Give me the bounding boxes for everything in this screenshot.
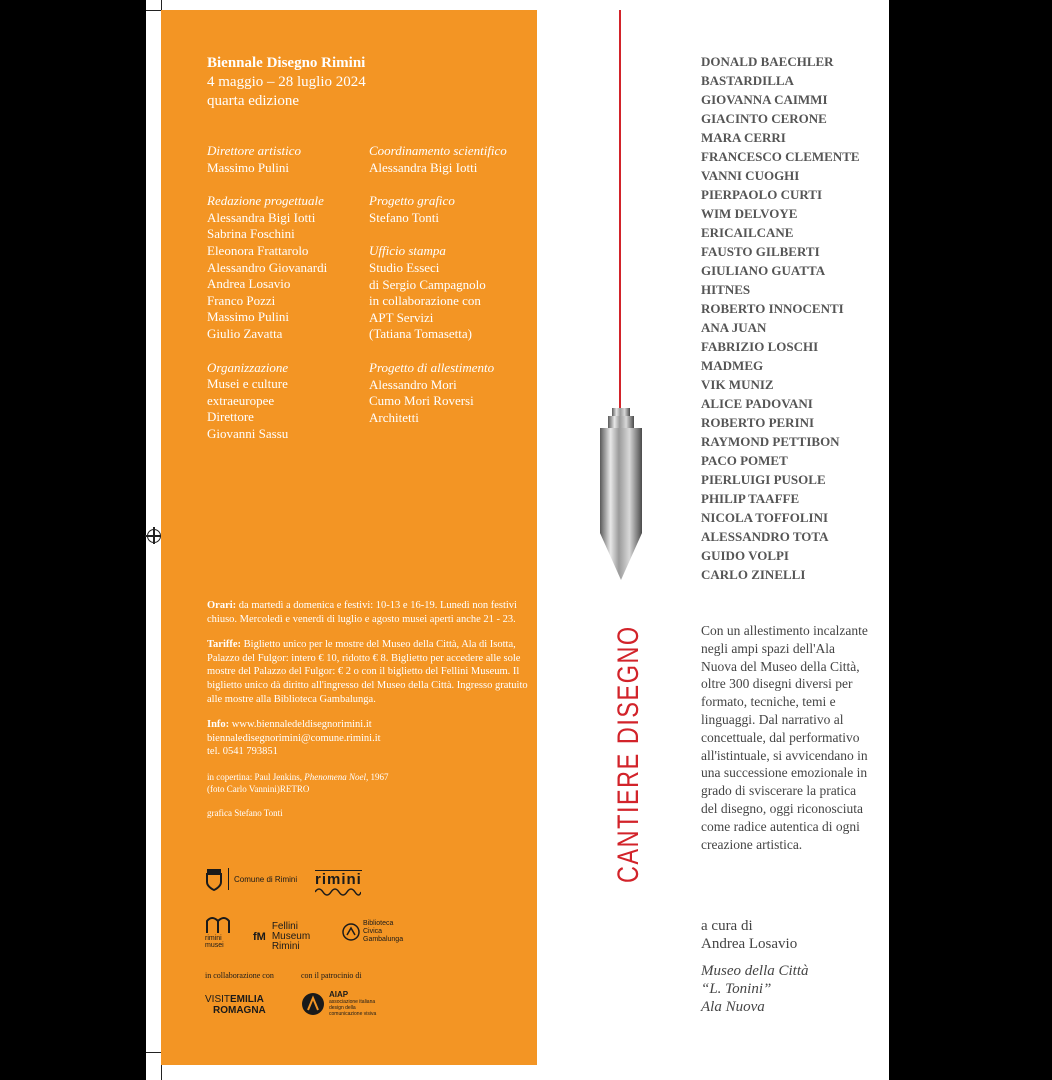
- artist-name: GIULIANO GUATTA: [701, 263, 826, 278]
- credit-name: Massimo Pulini: [207, 159, 289, 175]
- credit-name: Franco Pozzi: [207, 292, 276, 308]
- visit-emilia-romagna-logo: VISITEMILIA ROMAGNA: [205, 994, 266, 1016]
- credit-name: Studio Esseci: [369, 259, 440, 275]
- crop-mark: [161, 1065, 162, 1080]
- aiap-icon: [301, 992, 325, 1016]
- artist-name: MADMEG: [701, 358, 764, 373]
- credit-role: Direttore artistico: [207, 143, 302, 158]
- rimini-musei-logo: rimini musei: [205, 915, 235, 949]
- artist-name: FABRIZIO LOSCHI: [701, 339, 819, 354]
- credit-name: Musei e culture: [207, 376, 288, 392]
- phone: tel. 0541 793851: [207, 746, 278, 758]
- waves-icon: [315, 888, 361, 896]
- credit-name: Alessandra Bigi Iotti: [207, 209, 316, 225]
- artist-name: CARLO ZINELLI: [701, 567, 806, 582]
- curator-name: Andrea Losavio: [701, 936, 798, 952]
- credits-left: [207, 143, 327, 443]
- credit-name: Architetti: [369, 409, 419, 425]
- credit-name: di Sergio Campagnolo: [369, 276, 486, 292]
- artist-name: ROBERTO PERINI: [701, 415, 815, 430]
- credit-role: Coordinamento scientifico: [369, 143, 507, 158]
- musei-m-icon: [205, 915, 231, 933]
- grafica-credit: grafica Stefano Tonti: [207, 807, 283, 818]
- aiap-logo: AIAP associazione italiana design della comunicazione visiva: [301, 990, 383, 1017]
- artist-list: [701, 52, 860, 584]
- credit-role: Progetto di allestimento: [369, 359, 495, 375]
- opening-hours: Orari: da martedì a domenica e festivi: 10-13 e 16-19. Lunedì non festivi chiuso. Mercoledì e venerdì di luglio e agosto musei aperti anche 21 - 23.: [207, 600, 517, 625]
- crop-mark: [146, 10, 161, 11]
- credit-spacer: [207, 176, 327, 193]
- crop-mark: [146, 1052, 161, 1053]
- credit-role: Organizzazione: [207, 359, 289, 375]
- venue-block: Museo della Città “L. Tonini” Ala Nuova: [701, 963, 809, 1015]
- curator-block: a cura di Andrea Losavio: [701, 918, 798, 952]
- coat-of-arms-icon: [205, 867, 223, 891]
- credit-spacer: [369, 343, 529, 360]
- artist-name: DONALD BAECHLER: [701, 54, 834, 69]
- artist-name: ANA JUAN: [701, 320, 767, 335]
- artist-name: PIERPAOLO CURTI: [701, 187, 823, 202]
- artist-name: GIACINTO CERONE: [701, 111, 827, 126]
- credit-role: Redazione progettuale: [207, 193, 324, 209]
- artist-name: ROBERTO INNOCENTI: [701, 301, 844, 316]
- credit-name: Sabrina Foschini: [207, 226, 295, 242]
- artist-name: GUIDO VOLPI: [701, 548, 789, 563]
- event-dates: 4 maggio – 28 luglio 2024: [207, 74, 366, 90]
- artist-name: GIOVANNA CAIMMI: [701, 92, 828, 107]
- rimini-logo: rimini: [315, 870, 362, 898]
- credits-right: [369, 143, 529, 426]
- credit-name: Alessandra Bigi Iotti: [369, 159, 478, 175]
- artist-name: VANNI CUOGHI: [701, 168, 800, 183]
- credit-name: Giovanni Sassu: [207, 425, 289, 441]
- exhibition-description: Con un allestimento incalzante negli ampi spazi dell'Ala Nuova del Museo della Città, oltre 300 disegni diversi per formato, tecniche, temi e linguaggi. Dal narrativo al concettuale, dal performativo all'istintuale, si avvicendano in una successione emozionale in grado di sviscerare la pratica del disegno, oggi riconosciuta come radice autentica di ogni creazione artistica.: [701, 623, 868, 852]
- artist-name: WIM DELVOYE: [701, 206, 798, 221]
- artist-name: RAYMOND PETTIBON: [701, 434, 840, 449]
- artist-name: VIK MUNIZ: [701, 377, 774, 392]
- credit-name: in collaborazione con: [369, 293, 481, 309]
- email-link[interactable]: biennaledisegnorimini@comune.rimini.it: [207, 732, 381, 744]
- credit-spacer: [369, 226, 529, 243]
- prices: Tariffe: Biglietto unico per le mostre del Museo della Città, Ala di Isotta, Palazzo del Fulgor: intero € 10, ridotto € 8. Biglietto per accedere alle sole mostre del Palazzo del Fulgor: € 2 o con il biglietto del Fellini Museum. Il biglietto unico dà diritto all'ingresso del Museo della Città. Ingresso gratuito alle mostre alla Biblioteca Gambalunga.: [207, 639, 528, 705]
- credit-spacer: [207, 343, 327, 360]
- artist-name: FAUSTO GILBERTI: [701, 244, 820, 259]
- credit-name: (Tatiana Tomasetta): [369, 326, 472, 342]
- artist-name: HITNES: [701, 282, 751, 297]
- artist-name: PIERLUIGI PUSOLE: [701, 472, 826, 487]
- plumb-bob-icon: [596, 408, 646, 583]
- contacts: Info: www.biennaledeldisegnorimini.it biennaledisegnorimini@comune.rimini.it tel. 0541 793851: [207, 719, 381, 758]
- website-link[interactable]: www.biennaledeldisegnorimini.it: [231, 719, 372, 731]
- credit-name: Massimo Pulini: [207, 309, 289, 325]
- biblioteca-icon: [342, 923, 360, 941]
- plumb-line: [619, 10, 621, 410]
- credit-name: APT Servizi: [369, 309, 434, 325]
- credit-name: extraeuropee: [207, 392, 275, 408]
- artist-name: BASTARDILLA: [701, 73, 794, 88]
- artist-name: NICOLA TOFFOLINI: [701, 510, 829, 525]
- comune-logo: Comune di Rimini: [205, 867, 297, 891]
- credit-name: Direttore: [207, 409, 254, 425]
- credit-name: Eleonora Frattarolo: [207, 242, 309, 258]
- artist-name: ERICAILCANE: [701, 225, 794, 240]
- vertical-title: CANTIERE DISEGNO: [612, 625, 645, 883]
- patrocinio-label: con il patrocinio di: [301, 971, 362, 980]
- credit-name: Giulio Zavatta: [207, 325, 283, 341]
- credit-name: Alessandro Giovanardi: [207, 259, 328, 275]
- artist-name: PACO POMET: [701, 453, 788, 468]
- header-block: [207, 54, 366, 111]
- credit-name: Andrea Losavio: [207, 276, 291, 292]
- artist-name: ALICE PADOVANI: [701, 396, 813, 411]
- cover-credit: in copertina: Paul Jenkins, Phenomena Noel, 1967 (foto Carlo Vannini)RETRO: [207, 771, 389, 794]
- credit-role: Ufficio stampa: [369, 243, 446, 259]
- event-edition: quarta edizione: [207, 93, 300, 109]
- artist-name: ALESSANDRO TOTA: [701, 529, 829, 544]
- credit-spacer: [369, 176, 529, 193]
- collab-label: in collaborazione con: [205, 971, 274, 980]
- orange-panel: [161, 10, 537, 1065]
- biblioteca-logo: Biblioteca Civica Gambalunga: [342, 920, 403, 944]
- credit-name: Stefano Tonti: [369, 209, 439, 225]
- credit-name: Cumo Mori Roversi: [369, 393, 474, 409]
- info-block: [207, 599, 537, 831]
- fellini-museum-logo: fM Fellini Museum Rimini: [253, 921, 311, 952]
- registration-mark-icon: [147, 529, 161, 543]
- artist-name: MARA CERRI: [701, 130, 786, 145]
- credit-name: Alessandro Mori: [369, 376, 457, 392]
- event-title: Biennale Disegno Rimini: [207, 55, 366, 71]
- crop-mark: [161, 0, 162, 10]
- artist-name: PHILIP TAAFFE: [701, 491, 800, 506]
- credit-role: Progetto grafico: [369, 193, 455, 209]
- artist-name: FRANCESCO CLEMENTE: [701, 149, 860, 164]
